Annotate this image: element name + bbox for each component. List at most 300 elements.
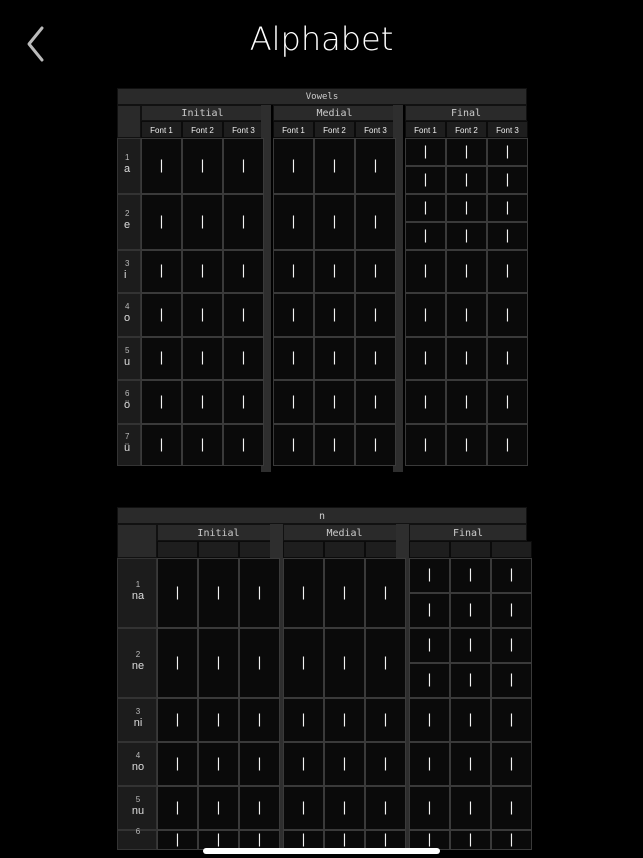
glyph-cell xyxy=(409,830,450,850)
glyph-image: | xyxy=(241,263,246,279)
glyph-cell xyxy=(182,138,223,194)
font-column-header xyxy=(198,541,239,558)
font-column-header: Font 3 xyxy=(487,121,528,138)
glyph-cell xyxy=(405,424,446,466)
glyph-image: | xyxy=(464,144,469,160)
glyph-image: | xyxy=(216,800,221,816)
glyph-cell xyxy=(182,337,223,380)
glyph-image: | xyxy=(383,712,388,728)
glyph-cell xyxy=(487,424,528,466)
glyph-cell xyxy=(314,293,355,337)
glyph-cell xyxy=(446,138,487,166)
glyph-image: | xyxy=(464,394,469,410)
glyph-cell xyxy=(314,380,355,424)
glyph-cell xyxy=(283,742,324,786)
glyph-cell xyxy=(355,250,396,293)
font-column-header xyxy=(491,541,532,558)
row-number: 4 xyxy=(125,302,130,311)
glyph-cell xyxy=(446,337,487,380)
glyph-image: | xyxy=(342,712,347,728)
glyph-cell xyxy=(157,558,198,628)
row-number: 5 xyxy=(135,795,141,804)
glyph-image: | xyxy=(505,144,510,160)
row-number: 2 xyxy=(135,650,141,659)
n-letter-table xyxy=(117,507,527,850)
row-letter: na xyxy=(131,590,145,602)
glyph-image: | xyxy=(423,172,428,188)
row-label xyxy=(117,250,141,293)
row-letter: no xyxy=(131,761,145,773)
glyph-image: | xyxy=(373,214,378,230)
corner-cell xyxy=(117,105,141,138)
glyph-cell xyxy=(405,250,446,293)
glyph-image: | xyxy=(301,832,306,848)
glyph-cell xyxy=(450,628,491,663)
row-number: 6 xyxy=(125,389,130,398)
glyph-image: | xyxy=(373,263,378,279)
row-letter: o xyxy=(124,312,131,324)
glyph-image: | xyxy=(291,214,296,230)
glyph-cell xyxy=(239,558,280,628)
glyph-cell xyxy=(450,593,491,628)
glyph-cell xyxy=(273,337,314,380)
glyph-image: | xyxy=(383,585,388,601)
corner-cell xyxy=(117,524,157,558)
group-header: Initial xyxy=(141,105,264,121)
row-letter: u xyxy=(124,355,131,368)
glyph-cell xyxy=(283,786,324,830)
glyph-cell xyxy=(487,194,528,222)
glyph-image: | xyxy=(464,172,469,188)
font-column-header xyxy=(409,541,450,558)
glyph-cell xyxy=(273,194,314,250)
glyph-image: | xyxy=(505,350,510,366)
glyph-image: | xyxy=(427,756,432,772)
row-number: 2 xyxy=(125,209,130,218)
row-label xyxy=(117,698,157,742)
glyph-image: | xyxy=(257,800,262,816)
glyph-image: | xyxy=(505,307,510,323)
glyph-cell xyxy=(355,337,396,380)
glyph-image: | xyxy=(464,437,469,453)
font-column-header: Font 2 xyxy=(446,121,487,138)
group-header: Final xyxy=(409,524,527,541)
row-label xyxy=(117,380,141,424)
glyph-cell xyxy=(314,337,355,380)
glyph-cell xyxy=(157,742,198,786)
glyph-cell xyxy=(487,250,528,293)
glyph-cell xyxy=(239,786,280,830)
glyph-image: | xyxy=(332,350,337,366)
glyph-cell xyxy=(355,380,396,424)
glyph-image: | xyxy=(291,350,296,366)
font-column-header: Font 1 xyxy=(141,121,182,138)
row-label xyxy=(117,138,141,194)
glyph-image: | xyxy=(241,437,246,453)
glyph-image: | xyxy=(427,712,432,728)
glyph-cell xyxy=(491,628,532,663)
glyph-image: | xyxy=(301,712,306,728)
glyph-cell xyxy=(491,830,532,850)
row-label xyxy=(117,194,141,250)
glyph-image: | xyxy=(423,200,428,216)
glyph-image: | xyxy=(468,712,473,728)
glyph-image: | xyxy=(509,567,514,583)
glyph-image: | xyxy=(159,158,164,174)
font-column-header: Font 1 xyxy=(273,121,314,138)
row-letter: i xyxy=(124,268,127,281)
glyph-image: | xyxy=(509,756,514,772)
glyph-cell xyxy=(239,742,280,786)
glyph-cell xyxy=(283,698,324,742)
glyph-cell xyxy=(491,742,532,786)
glyph-image: | xyxy=(159,307,164,323)
glyph-cell xyxy=(223,194,264,250)
glyph-image: | xyxy=(373,350,378,366)
glyph-image: | xyxy=(427,800,432,816)
glyph-image: | xyxy=(175,756,180,772)
glyph-image: | xyxy=(505,172,510,188)
glyph-image: | xyxy=(332,394,337,410)
glyph-cell xyxy=(487,166,528,194)
glyph-image: | xyxy=(175,655,180,671)
glyph-image: | xyxy=(509,832,514,848)
glyph-cell xyxy=(223,138,264,194)
glyph-cell xyxy=(223,250,264,293)
font-column-header xyxy=(450,541,491,558)
glyph-cell xyxy=(273,424,314,466)
glyph-cell xyxy=(355,194,396,250)
glyph-image: | xyxy=(509,800,514,816)
font-column-header: Font 2 xyxy=(314,121,355,138)
glyph-cell xyxy=(491,786,532,830)
glyph-image: | xyxy=(257,832,262,848)
glyph-image: | xyxy=(200,394,205,410)
glyph-cell xyxy=(182,250,223,293)
glyph-cell xyxy=(487,293,528,337)
glyph-image: | xyxy=(464,307,469,323)
glyph-cell xyxy=(355,293,396,337)
page-title: Alphabet xyxy=(249,20,394,58)
glyph-cell xyxy=(446,194,487,222)
glyph-cell xyxy=(223,337,264,380)
glyph-cell xyxy=(273,250,314,293)
glyph-image: | xyxy=(423,437,428,453)
glyph-image: | xyxy=(200,214,205,230)
glyph-cell xyxy=(446,222,487,250)
glyph-image: | xyxy=(383,655,388,671)
glyph-image: | xyxy=(427,567,432,583)
glyph-cell xyxy=(446,166,487,194)
vowels-table xyxy=(117,88,527,472)
glyph-cell xyxy=(182,293,223,337)
glyph-image: | xyxy=(291,307,296,323)
glyph-image: | xyxy=(257,712,262,728)
row-label xyxy=(117,742,157,786)
glyph-image: | xyxy=(383,832,388,848)
glyph-image: | xyxy=(505,200,510,216)
glyph-image: | xyxy=(373,158,378,174)
glyph-image: | xyxy=(241,350,246,366)
glyph-image: | xyxy=(216,655,221,671)
glyph-image: | xyxy=(464,263,469,279)
glyph-cell xyxy=(324,558,365,628)
glyph-cell xyxy=(491,698,532,742)
glyph-cell xyxy=(365,558,406,628)
glyph-cell xyxy=(314,138,355,194)
glyph-cell xyxy=(223,293,264,337)
glyph-cell xyxy=(273,293,314,337)
glyph-cell xyxy=(283,830,324,850)
glyph-image: | xyxy=(427,602,432,618)
glyph-cell xyxy=(157,698,198,742)
glyph-cell xyxy=(487,380,528,424)
glyph-image: | xyxy=(464,200,469,216)
row-number: 6 xyxy=(135,827,141,836)
glyph-image: | xyxy=(427,637,432,653)
glyph-cell xyxy=(157,786,198,830)
glyph-image: | xyxy=(373,307,378,323)
glyph-image: | xyxy=(241,394,246,410)
glyph-image: | xyxy=(291,263,296,279)
table-title: Vowels xyxy=(117,88,527,105)
glyph-image: | xyxy=(423,228,428,244)
glyph-cell xyxy=(182,194,223,250)
row-letter: a xyxy=(124,163,131,175)
row-label xyxy=(117,827,157,850)
glyph-cell xyxy=(182,424,223,466)
glyph-image: | xyxy=(509,602,514,618)
glyph-image: | xyxy=(159,394,164,410)
glyph-image: | xyxy=(301,655,306,671)
glyph-image: | xyxy=(464,350,469,366)
glyph-image: | xyxy=(257,585,262,601)
font-column-header: Font 1 xyxy=(405,121,446,138)
row-letter: ne xyxy=(131,660,145,672)
glyph-image: | xyxy=(175,832,180,848)
glyph-cell xyxy=(141,250,182,293)
glyph-cell xyxy=(141,194,182,250)
row-number: 1 xyxy=(135,580,141,589)
row-label xyxy=(117,293,141,337)
glyph-cell xyxy=(405,293,446,337)
glyph-image: | xyxy=(468,637,473,653)
glyph-cell xyxy=(355,424,396,466)
row-label xyxy=(117,628,157,698)
glyph-image: | xyxy=(291,437,296,453)
glyph-image: | xyxy=(159,214,164,230)
glyph-cell xyxy=(141,337,182,380)
glyph-cell xyxy=(450,663,491,698)
glyph-image: | xyxy=(505,394,510,410)
font-column-header xyxy=(283,541,324,558)
glyph-cell xyxy=(314,194,355,250)
font-column-header: Font 3 xyxy=(355,121,396,138)
glyph-image: | xyxy=(468,567,473,583)
glyph-cell xyxy=(141,424,182,466)
glyph-cell xyxy=(198,786,239,830)
glyph-cell xyxy=(365,830,406,850)
glyph-cell xyxy=(450,742,491,786)
glyph-image: | xyxy=(216,585,221,601)
glyph-cell xyxy=(141,138,182,194)
font-column-header xyxy=(157,541,198,558)
glyph-cell xyxy=(405,380,446,424)
row-label xyxy=(117,558,157,628)
glyph-cell xyxy=(141,293,182,337)
glyph-cell xyxy=(450,558,491,593)
glyph-cell xyxy=(405,222,446,250)
glyph-cell xyxy=(491,593,532,628)
glyph-image: | xyxy=(159,350,164,366)
glyph-cell xyxy=(409,663,450,698)
glyph-image: | xyxy=(383,756,388,772)
row-letter: nu xyxy=(131,805,145,817)
glyph-cell xyxy=(405,166,446,194)
glyph-image: | xyxy=(468,756,473,772)
glyph-cell xyxy=(446,250,487,293)
row-letter: ni xyxy=(133,717,143,729)
glyph-image: | xyxy=(200,158,205,174)
glyph-cell xyxy=(324,786,365,830)
row-number: 5 xyxy=(125,345,130,355)
glyph-image: | xyxy=(332,214,337,230)
glyph-image: | xyxy=(216,712,221,728)
glyph-cell xyxy=(409,786,450,830)
row-number: 4 xyxy=(135,751,141,760)
glyph-image: | xyxy=(291,158,296,174)
row-label xyxy=(117,337,141,380)
row-number: 3 xyxy=(125,258,130,268)
glyph-image: | xyxy=(373,437,378,453)
glyph-image: | xyxy=(332,263,337,279)
glyph-cell xyxy=(405,194,446,222)
glyph-cell xyxy=(491,558,532,593)
glyph-cell xyxy=(223,424,264,466)
glyph-cell xyxy=(198,830,239,850)
glyph-image: | xyxy=(505,228,510,244)
glyph-image: | xyxy=(200,437,205,453)
glyph-cell xyxy=(409,742,450,786)
glyph-image: | xyxy=(301,756,306,772)
glyph-cell xyxy=(314,250,355,293)
glyph-cell xyxy=(239,830,280,850)
glyph-image: | xyxy=(464,228,469,244)
glyph-cell xyxy=(198,558,239,628)
font-column-header: Font 2 xyxy=(182,121,223,138)
glyph-image: | xyxy=(423,350,428,366)
glyph-cell xyxy=(365,628,406,698)
glyph-cell xyxy=(450,698,491,742)
glyph-image: | xyxy=(342,585,347,601)
glyph-cell xyxy=(365,786,406,830)
glyph-image: | xyxy=(342,800,347,816)
glyph-cell xyxy=(324,742,365,786)
glyph-cell xyxy=(450,786,491,830)
glyph-image: | xyxy=(468,672,473,688)
group-header: Final xyxy=(405,105,527,121)
glyph-image: | xyxy=(241,307,246,323)
font-column-header xyxy=(324,541,365,558)
glyph-cell xyxy=(314,424,355,466)
glyph-cell xyxy=(223,380,264,424)
table-title: n xyxy=(117,507,527,524)
glyph-image: | xyxy=(509,712,514,728)
row-label xyxy=(117,786,157,830)
glyph-cell xyxy=(157,628,198,698)
glyph-cell xyxy=(157,830,198,850)
navigation-bar xyxy=(0,0,643,86)
home-indicator[interactable] xyxy=(203,848,440,854)
glyph-cell xyxy=(198,742,239,786)
glyph-cell xyxy=(198,698,239,742)
glyph-cell xyxy=(409,698,450,742)
row-letter: ü xyxy=(124,442,131,454)
glyph-image: | xyxy=(373,394,378,410)
glyph-image: | xyxy=(332,307,337,323)
row-number: 7 xyxy=(125,432,130,441)
glyph-cell xyxy=(239,698,280,742)
group-header: Medial xyxy=(273,105,396,121)
glyph-cell xyxy=(324,830,365,850)
glyph-cell xyxy=(273,380,314,424)
glyph-image: | xyxy=(383,800,388,816)
glyph-image: | xyxy=(427,672,432,688)
glyph-image: | xyxy=(342,832,347,848)
glyph-image: | xyxy=(291,394,296,410)
glyph-image: | xyxy=(159,437,164,453)
glyph-cell xyxy=(450,830,491,850)
glyph-image: | xyxy=(241,214,246,230)
glyph-image: | xyxy=(159,263,164,279)
glyph-image: | xyxy=(509,672,514,688)
glyph-cell xyxy=(355,138,396,194)
glyph-cell xyxy=(365,698,406,742)
row-label xyxy=(117,424,141,466)
glyph-image: | xyxy=(509,637,514,653)
glyph-cell xyxy=(487,138,528,166)
glyph-cell xyxy=(491,663,532,698)
row-letter: e xyxy=(124,219,131,231)
glyph-cell xyxy=(446,424,487,466)
glyph-image: | xyxy=(175,585,180,601)
glyph-cell xyxy=(487,337,528,380)
glyph-cell xyxy=(409,628,450,663)
glyph-image: | xyxy=(216,756,221,772)
glyph-image: | xyxy=(175,712,180,728)
glyph-image: | xyxy=(257,655,262,671)
glyph-image: | xyxy=(216,832,221,848)
glyph-image: | xyxy=(423,144,428,160)
glyph-cell xyxy=(198,628,239,698)
glyph-image: | xyxy=(301,585,306,601)
glyph-cell xyxy=(141,380,182,424)
glyph-image: | xyxy=(257,756,262,772)
glyph-image: | xyxy=(342,756,347,772)
glyph-cell xyxy=(283,628,324,698)
glyph-image: | xyxy=(175,800,180,816)
glyph-image: | xyxy=(200,263,205,279)
glyph-cell xyxy=(405,337,446,380)
glyph-image: | xyxy=(468,602,473,618)
glyph-cell xyxy=(283,558,324,628)
glyph-image: | xyxy=(468,832,473,848)
font-column-header: Font 3 xyxy=(223,121,264,138)
glyph-image: | xyxy=(468,800,473,816)
glyph-cell xyxy=(324,698,365,742)
glyph-image: | xyxy=(423,263,428,279)
glyph-image: | xyxy=(427,832,432,848)
